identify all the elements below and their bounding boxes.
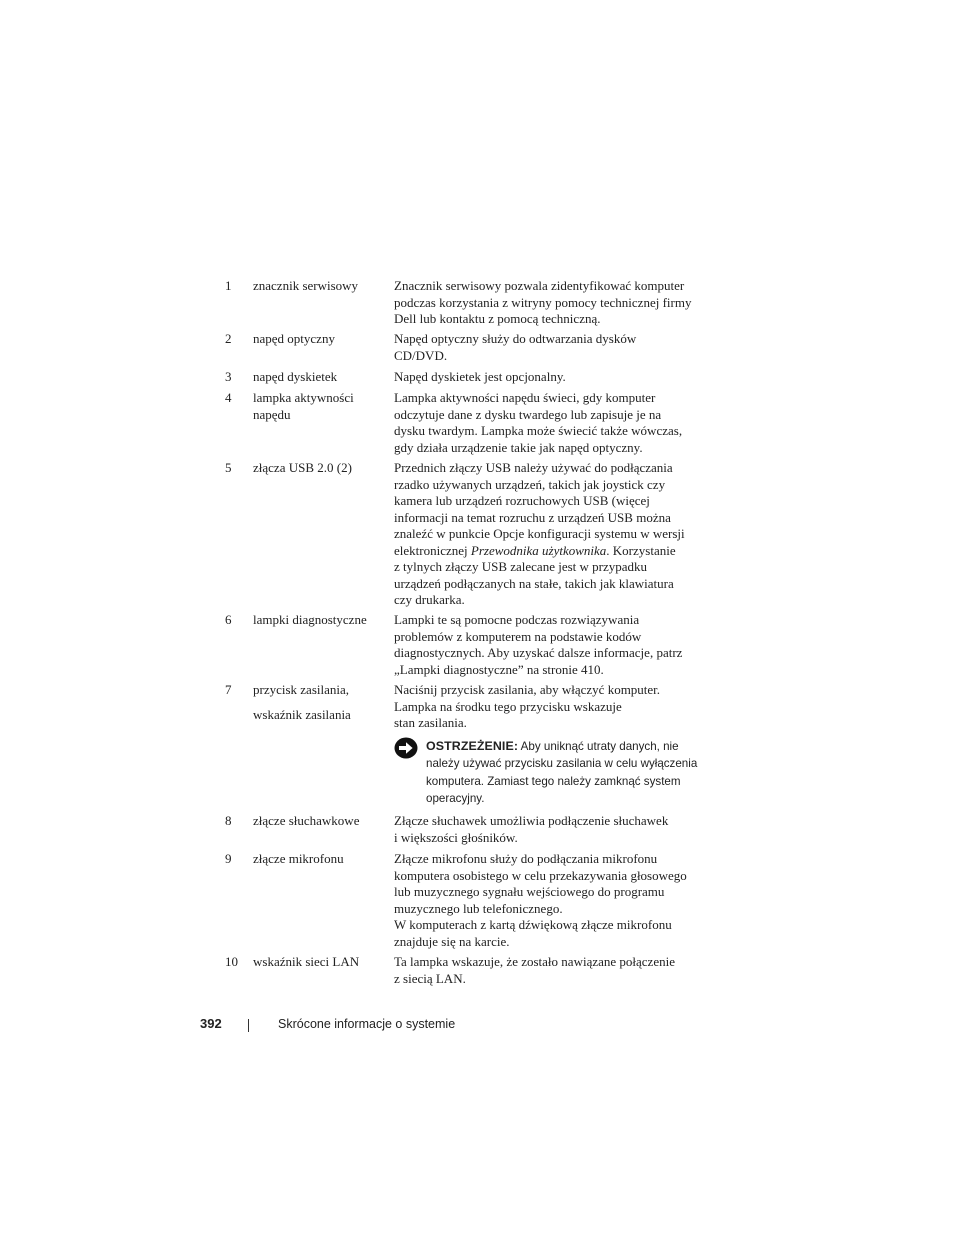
desc-line: muzycznego lub telefonicznego.: [394, 900, 563, 916]
desc-line: Lampka aktywności napędu świeci, gdy komputer: [394, 390, 656, 405]
desc-line: komputera osobistego w celu przekazywania głosowego: [394, 867, 687, 883]
item-term: [253, 369, 388, 386]
page-number: 392: [200, 1016, 222, 1031]
item-term: [253, 851, 388, 868]
desc-line: stan zasilania.: [394, 715, 467, 730]
item-description: [394, 851, 712, 950]
item-term: [253, 813, 388, 830]
desc-line: z tylnych złączy USB zalecane jest w przypadku: [394, 559, 648, 574]
desc-text: elektronicznej: [394, 542, 468, 558]
desc-line: informacji na temat rozruchu z urządzeń USB można: [394, 509, 671, 525]
item-term: [253, 278, 388, 295]
warning-line: komputera. Zamiast tego należy zamknąć system: [426, 774, 681, 788]
item-term: [253, 612, 388, 629]
item-description: [394, 331, 712, 364]
item-number: 5: [225, 460, 232, 475]
item-description: [394, 813, 712, 846]
desc-text: . Korzystanie: [606, 542, 676, 558]
item-description: [394, 460, 712, 609]
term-line: napędu: [253, 406, 291, 422]
item-number: 8: [225, 813, 232, 828]
item-number: 9: [225, 851, 232, 866]
item-description: [394, 682, 712, 732]
desc-line: Naciśnij przycisk zasilania, aby włączyć komputer.: [394, 682, 661, 697]
desc-line: „Lampki diagnostyczne” na stronie 410.: [394, 661, 604, 677]
warning-body: Aby uniknąć utraty danych, nie: [520, 740, 679, 753]
warning-line: operacyjny.: [426, 791, 485, 805]
desc-line: W komputerach z kartą dźwiękową złącze mikrofonu: [394, 917, 672, 932]
warning-line: [426, 738, 716, 755]
desc-line: Ta lampka wskazuje, że zostało nawiązane połączenie: [394, 954, 675, 969]
term-line: lampki diagnostyczne: [253, 612, 367, 627]
desc-line: problemów z komputerem na podstawie kodów: [394, 628, 642, 644]
desc-line: Napęd dyskietek jest opcjonalny.: [394, 369, 566, 384]
desc-line: znaleźć w punkcie Opcje konfiguracji systemu w wersji: [394, 526, 685, 541]
desc-line: diagnostycznych. Aby uzyskać dalsze informacje, patrz: [394, 645, 683, 660]
desc-line: CD/DVD.: [394, 347, 448, 363]
item-term: [253, 954, 388, 971]
desc-line: rzadko używanych urządzeń, takich jak joystick czy: [394, 476, 666, 492]
term-line: złącze słuchawkowe: [253, 813, 360, 828]
desc-line: Lampki te są pomocne podczas rozwiązywania: [394, 612, 640, 627]
item-number: 10: [225, 954, 238, 969]
item-number: 2: [225, 331, 232, 346]
term-line: lampka aktywności: [253, 390, 354, 405]
desc-line: Przednich złączy USB należy używać do podłączania: [394, 460, 673, 475]
term-line: złącze mikrofonu: [253, 851, 344, 866]
warning-text: [426, 738, 716, 807]
item-term: [253, 682, 388, 723]
item-description: [394, 369, 712, 386]
desc-line: Lampka na środku tego przycisku wskazuje: [394, 698, 622, 714]
desc-line: [394, 543, 712, 560]
term-line: wskaźnik sieci LAN: [253, 954, 360, 969]
term-line: wskaźnik zasilania: [253, 706, 351, 722]
desc-line: Znacznik serwisowy pozwala zidentyfikować komputer: [394, 278, 685, 293]
term-line: złącza USB 2.0 (2): [253, 460, 352, 475]
item-number: 3: [225, 369, 232, 384]
item-term: [253, 460, 388, 477]
desc-line: i większości głośników.: [394, 829, 518, 845]
desc-line: z siecią LAN.: [394, 970, 466, 986]
desc-line: kamera lub urządzeń rozruchowych USB (więcej: [394, 493, 650, 508]
item-description: [394, 390, 712, 456]
desc-line: podczas korzystania z witryny pomocy technicznej firmy: [394, 294, 692, 310]
term-line: napęd optyczny: [253, 331, 335, 346]
term-line: napęd dyskietek: [253, 369, 338, 384]
desc-line: Złącze słuchawek umożliwia podłączenie słuchawek: [394, 813, 669, 828]
desc-line: Napęd optyczny służy do odtwarzania dysków: [394, 331, 637, 346]
desc-line: czy drukarka.: [394, 592, 465, 607]
term-line: znacznik serwisowy: [253, 278, 359, 293]
desc-line: urządzeń podłączanych na stałe, takich jak klawiatura: [394, 575, 674, 591]
footer-divider: [248, 1019, 249, 1032]
desc-line: znajduje się na karcie.: [394, 933, 510, 949]
arrow-right-circle-icon: [394, 737, 418, 759]
item-description: [394, 954, 712, 987]
term-line: przycisk zasilania,: [253, 682, 350, 697]
warning-label: OSTRZEŻENIE:: [426, 739, 519, 753]
item-number: 7: [225, 682, 232, 697]
item-description: [394, 612, 712, 678]
item-term: [253, 390, 388, 423]
desc-line: odczytuje dane z dysku twardego lub zapisuje je na: [394, 406, 662, 422]
item-term: [253, 331, 388, 348]
desc-line: lub muzycznego sygnału wejściowego do programu: [394, 884, 665, 899]
item-number: 4: [225, 390, 232, 405]
desc-line: Dell lub kontaktu z pomocą techniczną.: [394, 311, 601, 326]
desc-line: dysku twardym. Lampka może świecić także wówczas,: [394, 423, 683, 438]
manual-title: Przewodnika użytkownika: [470, 542, 607, 558]
section-title: Skrócone informacje o systemie: [278, 1017, 456, 1031]
desc-line: Złącze mikrofonu służy do podłączania mikrofonu: [394, 851, 658, 866]
desc-line: gdy działa urządzenie takie jak napęd optyczny.: [394, 439, 643, 455]
warning-line: należy używać przycisku zasilania w celu wyłączenia: [426, 757, 698, 771]
item-description: [394, 278, 712, 328]
item-number: 6: [225, 612, 232, 627]
item-number: 1: [225, 278, 232, 293]
